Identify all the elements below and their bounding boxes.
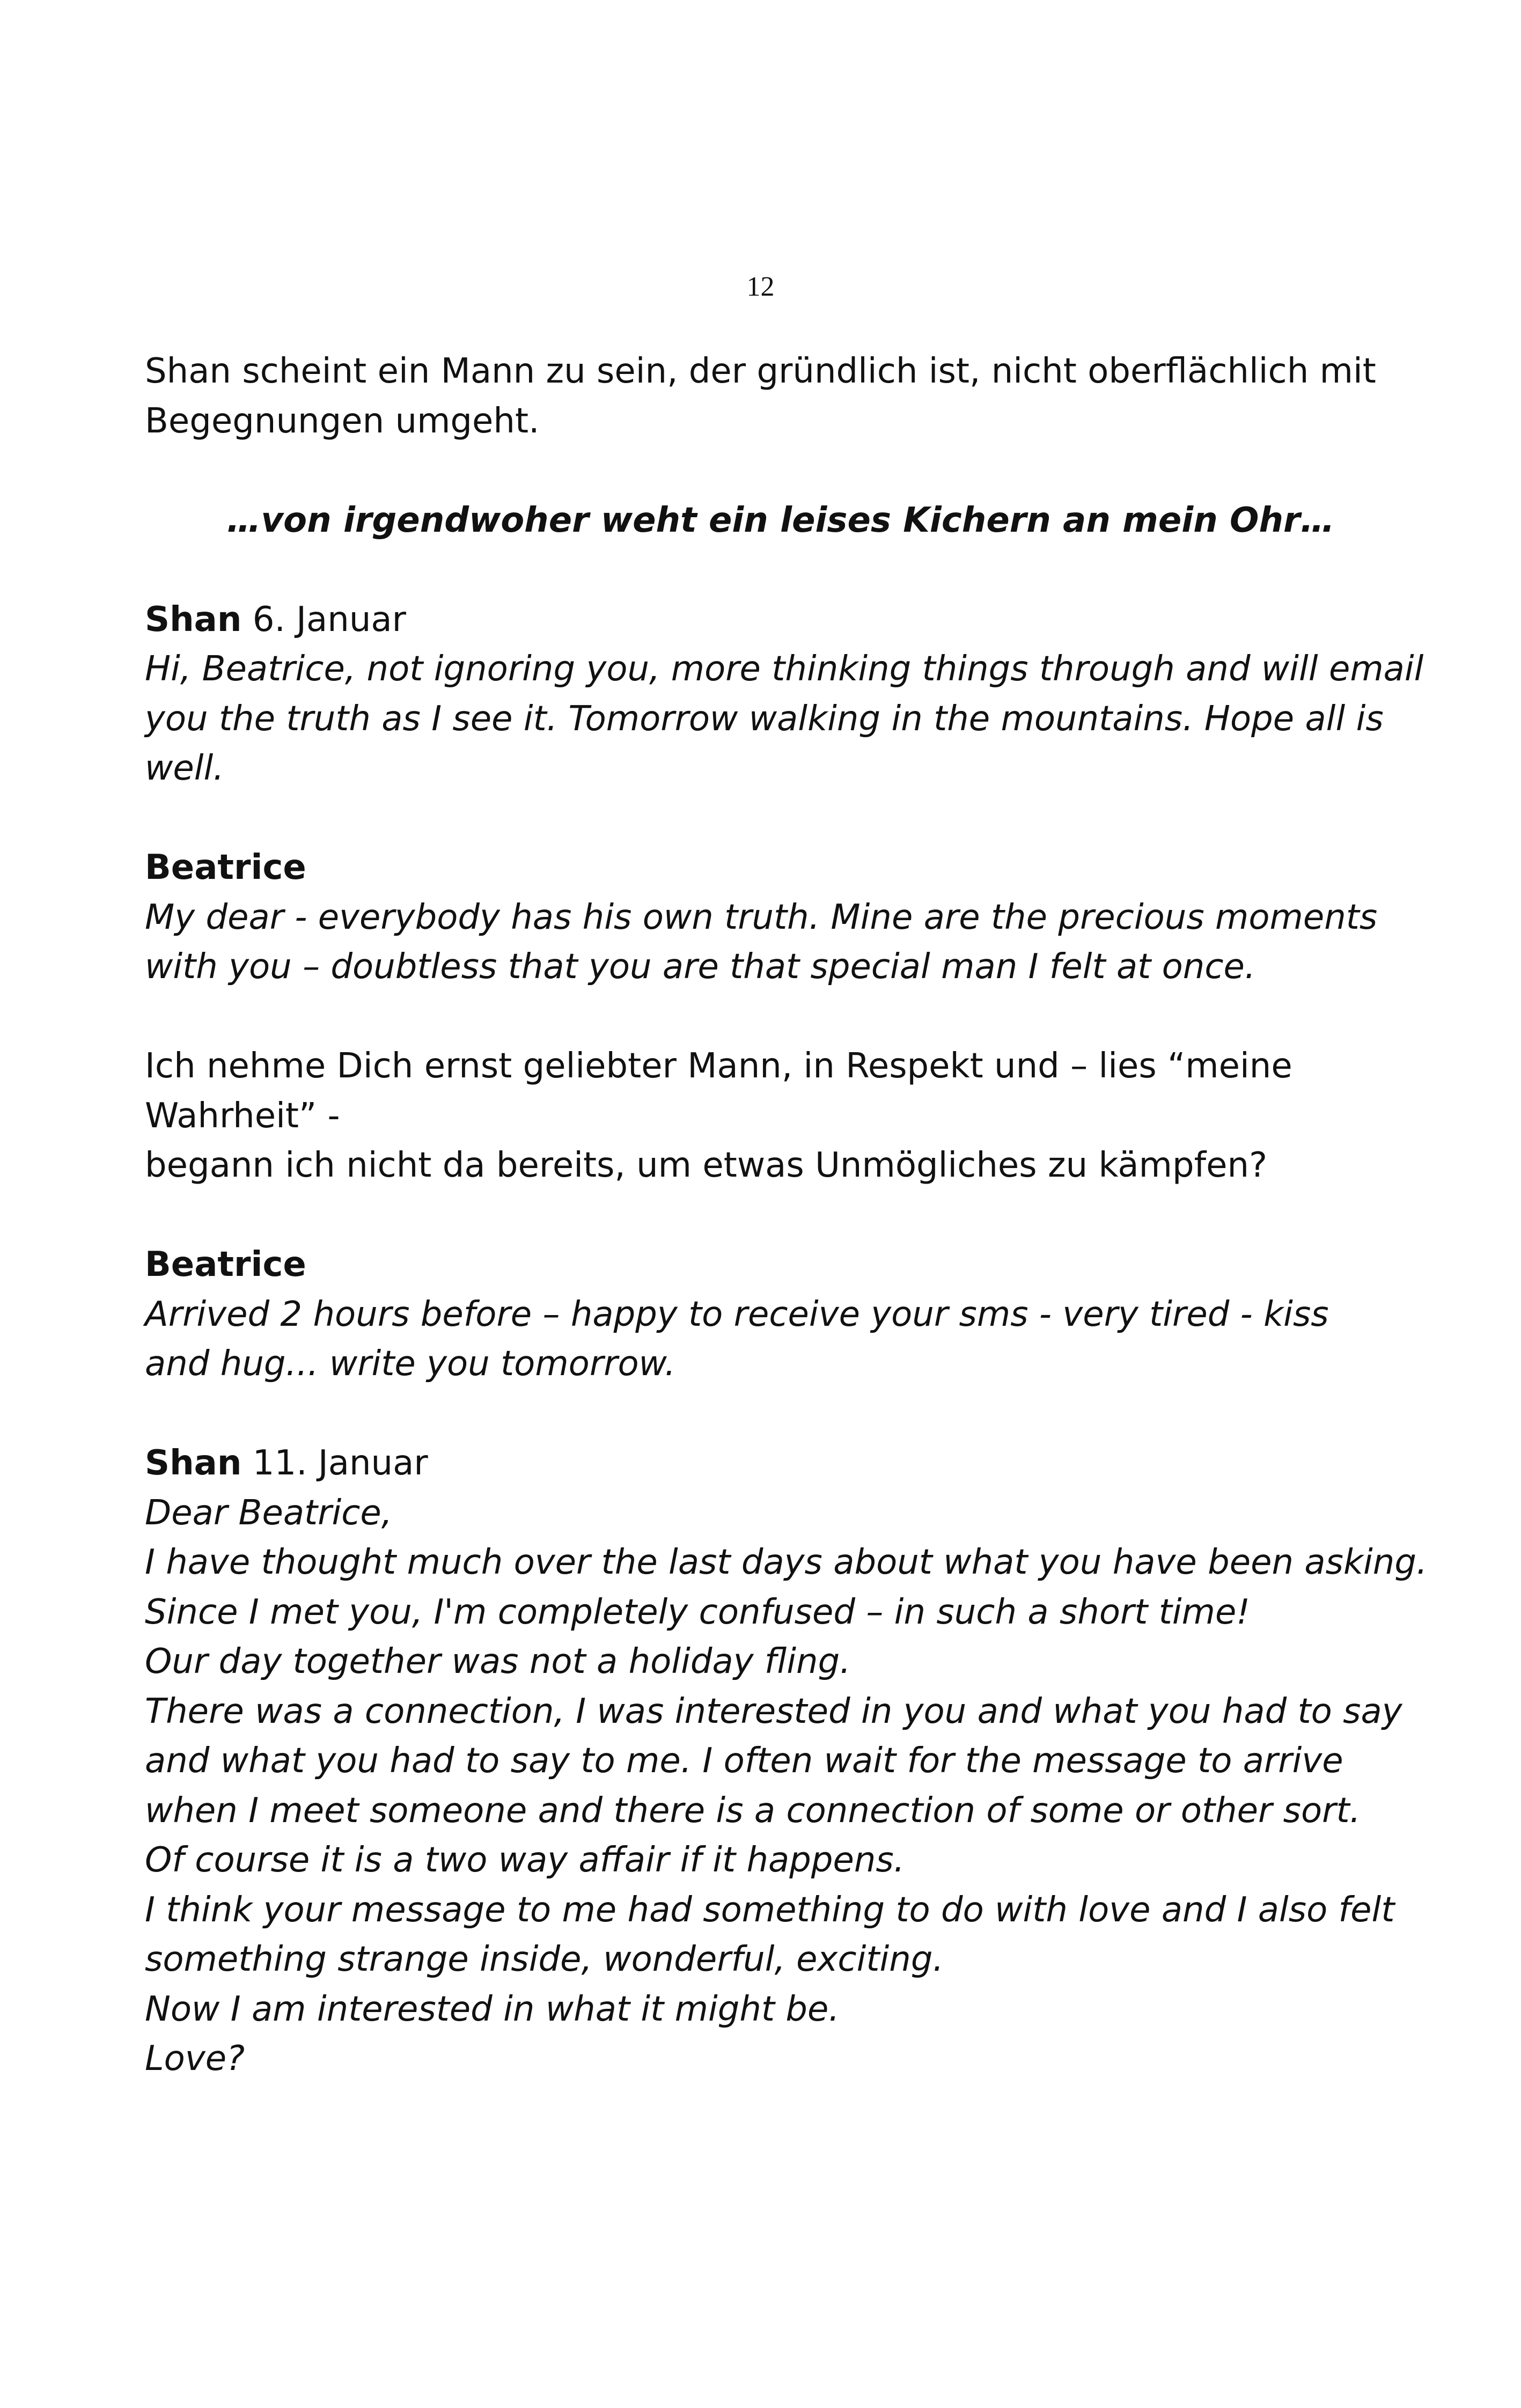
message-line: I think your message to me had something to do with love and I also felt <box>145 1890 1395 1930</box>
entry-header <box>145 1438 1395 1488</box>
centered-quote: …von irgendwoher weht ein leises Kichern an mein Ohr… <box>226 500 1335 540</box>
message-line: Our day together was not a holiday fling. <box>145 1642 851 1682</box>
message-line: well. <box>145 748 224 788</box>
entry-shan-11-januar <box>145 1438 1428 2084</box>
message-line: There was a connection, I was interested in you and what you had to say <box>145 1691 1402 1731</box>
entry-date: 6. Januar <box>241 599 406 640</box>
message-line: with you – doubtless that you are that special man I felt at once. <box>145 947 1256 987</box>
text-line: Shan scheint ein Mann zu sein, der gründlich ist, nicht oberflächlich mit <box>145 351 1376 391</box>
text-line: begann ich nicht da bereits, um etwas Unmögliches zu kämpfen? <box>145 1146 1268 1185</box>
document-body <box>145 347 1428 2133</box>
message-line: when I meet someone and there is a connection of some or other sort. <box>145 1790 1361 1831</box>
message-line: I have thought much over the last days about what you have been asking. <box>145 1543 1428 1582</box>
message-line: Dear Beatrice, <box>145 1493 393 1533</box>
entry-beatrice-1 <box>145 843 1395 992</box>
message-line: Since I met you, I'm completely confused – in such a short time! <box>145 1592 1250 1632</box>
message-line: Arrived 2 hours before – happy to receive your sms - very tired - kiss <box>145 1294 1329 1334</box>
entry-beatrice-2 <box>145 1240 1395 1389</box>
page-number: 12 <box>746 271 775 302</box>
text-line: Ich nehme Dich ernst geliebter Mann, in Respekt und – lies “meine <box>145 1046 1292 1086</box>
entry-header <box>145 595 1395 645</box>
message-line: My dear - everybody has his own truth. Mine are the precious moments <box>145 897 1378 937</box>
message-line: and hug... write you tomorrow. <box>145 1344 676 1384</box>
intro-paragraph <box>145 347 1395 446</box>
text-line: Begegnungen umgeht. <box>145 401 540 441</box>
message-line: Of course it is a two way affair if it happens. <box>145 1840 905 1880</box>
entry-author: Shan <box>145 599 242 640</box>
entry-author: Beatrice <box>145 848 306 887</box>
text-line: Wahrheit” - <box>145 1096 340 1136</box>
entry-shan-6-januar <box>145 595 1424 794</box>
message-line: Hi, Beatrice, not ignoring you, more thinking things through and will email <box>145 649 1424 689</box>
entry-date: 11. Januar <box>241 1443 428 1483</box>
entry-author: Beatrice <box>145 1245 306 1284</box>
message-line: Now I am interested in what it might be. <box>145 1989 840 2029</box>
message-line: Love? <box>145 2039 245 2079</box>
message-line: and what you had to say to me. I often wait for the message to arrive <box>145 1741 1343 1781</box>
entry-author: Shan <box>145 1443 242 1483</box>
message-line: something strange inside, wonderful, exciting. <box>145 1940 944 1979</box>
message-line: you the truth as I see it. Tomorrow walking in the mountains. Hope all is <box>145 699 1384 739</box>
reflection-paragraph <box>145 1041 1395 1191</box>
